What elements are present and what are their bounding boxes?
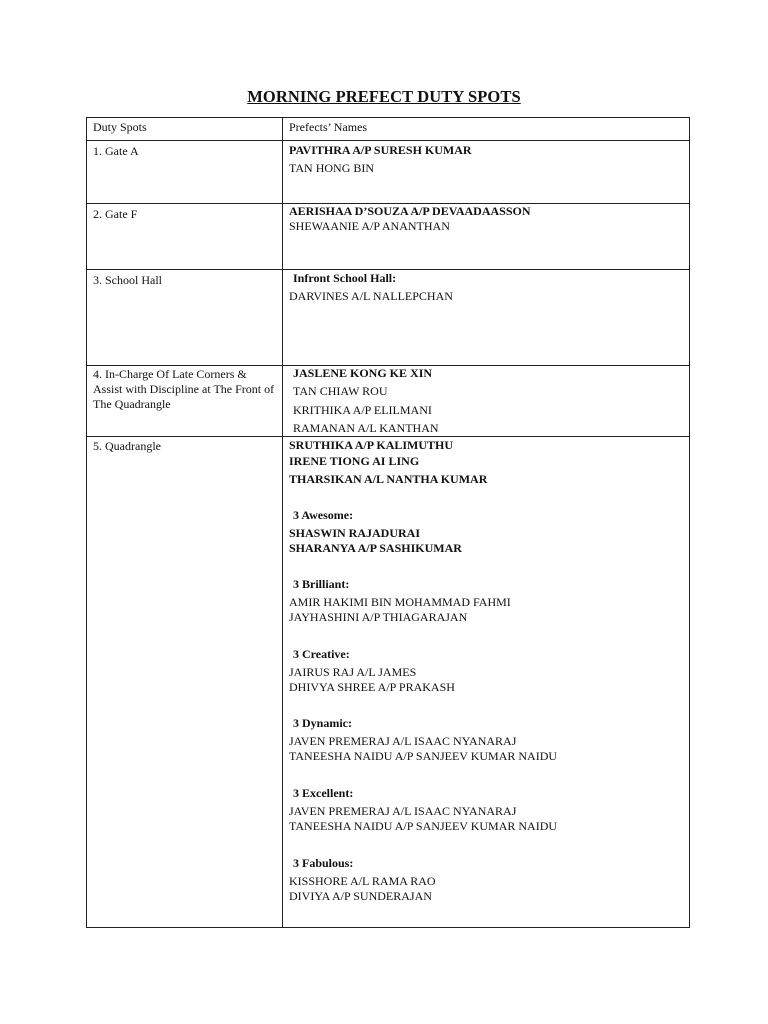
class-group-heading: 3 Fabulous: bbox=[293, 856, 354, 870]
prefect-name: IRENE TIONG AI LING bbox=[289, 454, 420, 468]
duty-spot-label: 3. School Hall bbox=[93, 273, 162, 287]
table-row bbox=[87, 366, 690, 437]
prefect-name: TANEESHA NAIDU A/P SANJEEV KUMAR NAIDU bbox=[289, 819, 558, 833]
table-row bbox=[87, 437, 690, 928]
duty-spot-label: 2. Gate F bbox=[93, 207, 138, 221]
class-group-heading: 3 Awesome: bbox=[293, 508, 354, 522]
prefect-name: DIVIYA A/P SUNDERAJAN bbox=[289, 889, 432, 903]
table-row bbox=[87, 141, 690, 204]
prefect-name: SHARANYA A/P SASHIKUMAR bbox=[289, 541, 462, 555]
duty-spot-cell bbox=[87, 141, 283, 204]
prefect-name: SRUTHIKA A/P KALIMUTHU bbox=[289, 438, 454, 452]
prefect-name: JAIRUS RAJ A/L JAMES bbox=[289, 665, 417, 679]
duty-spot-cell bbox=[87, 437, 283, 928]
class-group-heading: 3 Dynamic: bbox=[293, 716, 352, 730]
prefect-name: SHASWIN RAJADURAI bbox=[289, 526, 421, 540]
class-group-heading: 3 Brilliant: bbox=[293, 577, 350, 591]
duty-spot-cell bbox=[87, 270, 283, 366]
prefect-name: JAYHASHINI A/P THIAGARAJAN bbox=[289, 610, 468, 624]
duty-spot-label: 5. Quadrangle bbox=[93, 439, 161, 453]
duty-spot-cell bbox=[87, 204, 283, 270]
prefect-name: JAVEN PREMERAJ A/L ISAAC NYANARAJ bbox=[289, 804, 517, 818]
group-heading: Infront School Hall: bbox=[293, 271, 397, 285]
prefect-name: DHIVYA SHREE A/P PRAKASH bbox=[289, 680, 455, 694]
prefects-cell bbox=[283, 270, 690, 366]
prefect-name: AERISHAA D’SOUZA A/P DEVAADAASSON bbox=[289, 204, 531, 218]
prefect-name: KRITHIKA A/P ELILMANI bbox=[293, 403, 432, 417]
prefects-cell bbox=[283, 366, 690, 437]
table-row bbox=[87, 270, 690, 366]
prefect-name: KISSHORE A/L RAMA RAO bbox=[289, 874, 436, 888]
table-header-row bbox=[87, 118, 690, 141]
page-title: MORNING PREFECT DUTY SPOTS bbox=[247, 87, 521, 106]
class-group-heading: 3 Excellent: bbox=[293, 786, 354, 800]
header-duty-spots bbox=[87, 118, 283, 141]
prefect-name: JASLENE KONG KE XIN bbox=[293, 366, 433, 380]
prefect-name: JAVEN PREMERAJ A/L ISAAC NYANARAJ bbox=[289, 734, 517, 748]
prefect-name: THARSIKAN A/L NANTHA KUMAR bbox=[289, 472, 488, 486]
duty-spot-label: 1. Gate A bbox=[93, 144, 139, 158]
prefect-name: TAN CHIAW ROU bbox=[293, 384, 388, 398]
prefects-cell bbox=[283, 204, 690, 270]
duty-table bbox=[86, 117, 690, 928]
prefect-name: SHEWAANIE A/P ANANTHAN bbox=[289, 219, 450, 233]
table-row bbox=[87, 204, 690, 270]
class-group-heading: 3 Creative: bbox=[293, 647, 350, 661]
prefect-name: AMIR HAKIMI BIN MOHAMMAD FAHMI bbox=[289, 595, 511, 609]
prefects-cell bbox=[283, 141, 690, 204]
prefects-cell bbox=[283, 437, 690, 928]
prefect-name: TAN HONG BIN bbox=[289, 161, 375, 175]
duty-spot-cell bbox=[87, 366, 283, 437]
header-prefects-names-label: Prefects’ Names bbox=[289, 120, 368, 134]
duty-spot-label: 4. In-Charge Of Late Corners & Assist with Discipline at The Front of The Quadrangle bbox=[93, 367, 275, 411]
header-prefects-names bbox=[283, 118, 690, 141]
prefect-name: DARVINES A/L NALLEPCHAN bbox=[289, 289, 453, 303]
prefect-name: TANEESHA NAIDU A/P SANJEEV KUMAR NAIDU bbox=[289, 749, 558, 763]
prefect-name: PAVITHRA A/P SURESH KUMAR bbox=[289, 143, 472, 157]
header-duty-spots-label: Duty Spots bbox=[93, 120, 147, 134]
prefect-name: RAMANAN A/L KANTHAN bbox=[293, 421, 439, 435]
